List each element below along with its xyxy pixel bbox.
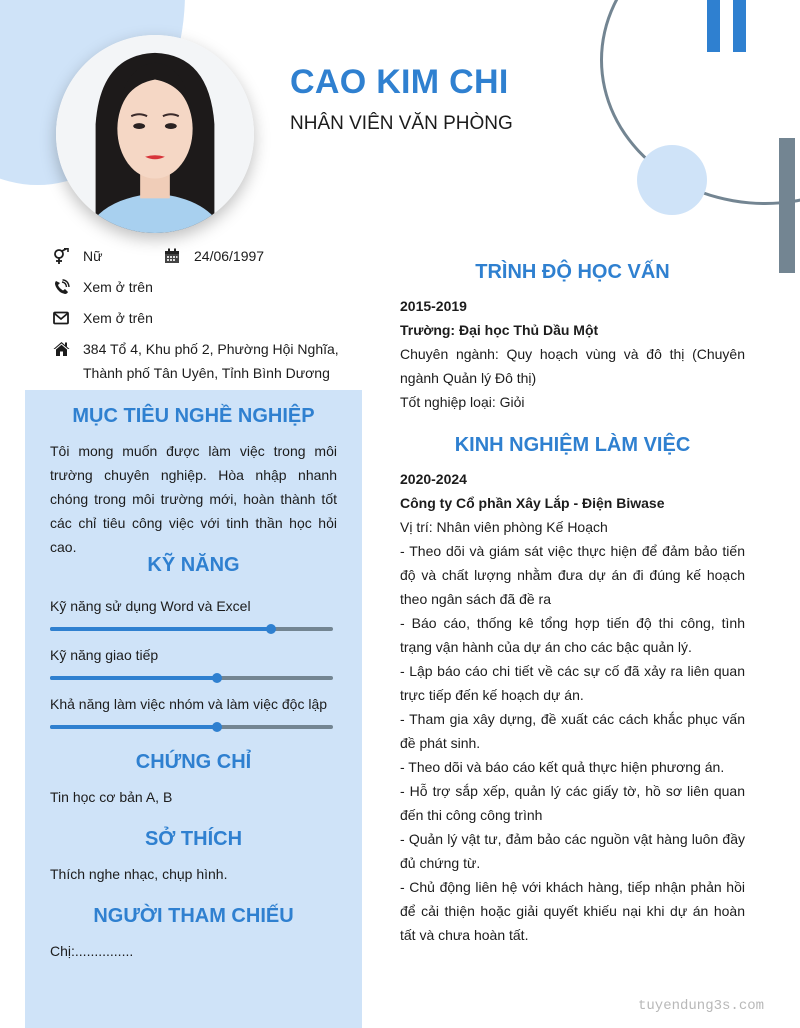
decor-bar-blue-2 xyxy=(733,0,746,52)
address-row xyxy=(52,340,339,385)
certificates-title: CHỨNG CHỈ xyxy=(135,751,252,773)
candidate-name: CAO KIM CHI xyxy=(290,63,509,101)
hobbies-title: SỞ THÍCH xyxy=(144,828,243,850)
education-grade: Tốt nghiệp loại: Giỏi xyxy=(400,394,525,410)
duty-item: - Lập báo cáo chi tiết về các sự cố đã xảy ra liên quan trực tiếp đến kế hoạch dự án. xyxy=(400,663,745,703)
gender-icon xyxy=(52,247,70,265)
skills-title: KỸ NĂNG xyxy=(147,554,240,576)
address-value: 384 Tổ 4, Khu phố 2, Phường Hội Nghĩa, Thành phố Tân Uyên, Tỉnh Bình Dương xyxy=(83,341,339,381)
hobbies-text: Thích nghe nhạc, chụp hình. xyxy=(50,866,228,882)
skill-label: Kỹ năng giao tiếp xyxy=(50,647,159,663)
profile-photo xyxy=(56,35,254,233)
decor-bar-blue-1 xyxy=(707,0,720,52)
skill-bar-knob xyxy=(212,722,222,732)
duty-item: - Tham gia xây dựng, đề xuất các cách khắc phục vấn đề phát sinh. xyxy=(400,711,745,751)
skill-bar-fill xyxy=(50,725,217,729)
birthday-row xyxy=(163,247,264,268)
objective-text: Tôi mong muốn được làm việc trong môi trường chuyên nghiệp. Hòa nhập nhanh chóng trong môi trường mới, hoàn thành tốt các chỉ tiêu công việc với tinh thần học hỏi cao. xyxy=(50,443,337,555)
birthday-value: 24/06/1997 xyxy=(194,248,265,264)
gender-row xyxy=(52,247,102,268)
watermark: tuyendung3s.com xyxy=(638,998,765,1014)
skill-bar xyxy=(50,627,333,631)
skill-bar-knob xyxy=(212,673,222,683)
references-text: Chị:............... xyxy=(50,943,134,959)
gender-value: Nữ xyxy=(83,248,103,264)
references-title: NGƯỜI THAM CHIẾU xyxy=(93,905,294,927)
decor-dot xyxy=(637,145,707,215)
objective-title: MỤC TIÊU NGHỀ NGHIỆP xyxy=(72,405,315,427)
phone-row xyxy=(52,278,153,299)
skill-item xyxy=(50,597,333,631)
skill-item xyxy=(50,646,333,680)
skill-label: Kỹ năng sử dụng Word và Excel xyxy=(50,598,251,614)
certificates-text: Tin học cơ bản A, B xyxy=(50,789,173,805)
education-section xyxy=(400,294,745,414)
portrait-image xyxy=(56,35,254,233)
email-row xyxy=(52,309,153,330)
calendar-icon xyxy=(163,247,181,265)
experience-period: 2020-2024 xyxy=(400,471,467,487)
skill-bar-knob xyxy=(266,624,276,634)
experience-position: Vị trí: Nhân viên phòng Kế Hoạch xyxy=(400,519,608,535)
education-period: 2015-2019 xyxy=(400,298,467,314)
duty-item: - Theo dõi và báo cáo kết quả thực hiện phương án. xyxy=(400,759,725,775)
skill-item xyxy=(50,695,333,729)
phone-icon xyxy=(52,278,70,296)
duty-item: - Chủ động liên hệ với khách hàng, tiếp nhận phản hồi để cải thiện hoặc giải quyết khiếu nại khi dự án hoàn tất và chưa hoàn tất. xyxy=(400,879,745,943)
skill-label: Khả năng làm việc nhóm và làm việc độc lập xyxy=(50,696,328,712)
experience-section xyxy=(400,467,745,947)
phone-value: Xem ở trên xyxy=(83,279,153,295)
skill-bar xyxy=(50,676,333,680)
duty-item: - Theo dõi và giám sát việc thực hiện để đảm bảo tiến độ và chất lượng nhằm đưa dự án đi đúng kế hoạch theo ngân sách đã đề ra xyxy=(400,543,745,607)
duty-item: - Báo cáo, thống kê tổng hợp tiến độ thi công, tình trạng vận hành của dự án cho các bậc quản lý. xyxy=(400,615,745,655)
email-icon xyxy=(52,309,70,327)
education-school: Trường: Đại học Thủ Dầu Một xyxy=(400,322,599,338)
experience-title: KINH NGHIỆM LÀM VIỆC xyxy=(454,434,691,456)
education-major: Chuyên ngành: Quy hoạch vùng và đô thị (Chuyên ngành Quản lý Đô thị) xyxy=(400,346,745,386)
skill-bar-fill xyxy=(50,676,217,680)
email-value: Xem ở trên xyxy=(83,310,153,326)
decor-bar-gray xyxy=(779,138,795,273)
skill-bar-fill xyxy=(50,627,271,631)
duty-item: - Quản lý vật tư, đảm bảo các nguồn vật hàng luôn đầy đủ chứng từ. xyxy=(400,831,745,871)
sidebar-panel xyxy=(25,390,362,1028)
home-icon xyxy=(52,340,70,358)
education-title: TRÌNH ĐỘ HỌC VẤN xyxy=(475,261,670,283)
experience-company: Công ty Cổ phần Xây Lắp - Điện Biwase xyxy=(400,495,665,511)
skill-bar xyxy=(50,725,333,729)
job-title: NHÂN VIÊN VĂN PHÒNG xyxy=(290,113,513,134)
duty-item: - Hỗ trợ sắp xếp, quản lý các giấy tờ, hồ sơ liên quan đến thi công công trình xyxy=(400,783,745,823)
